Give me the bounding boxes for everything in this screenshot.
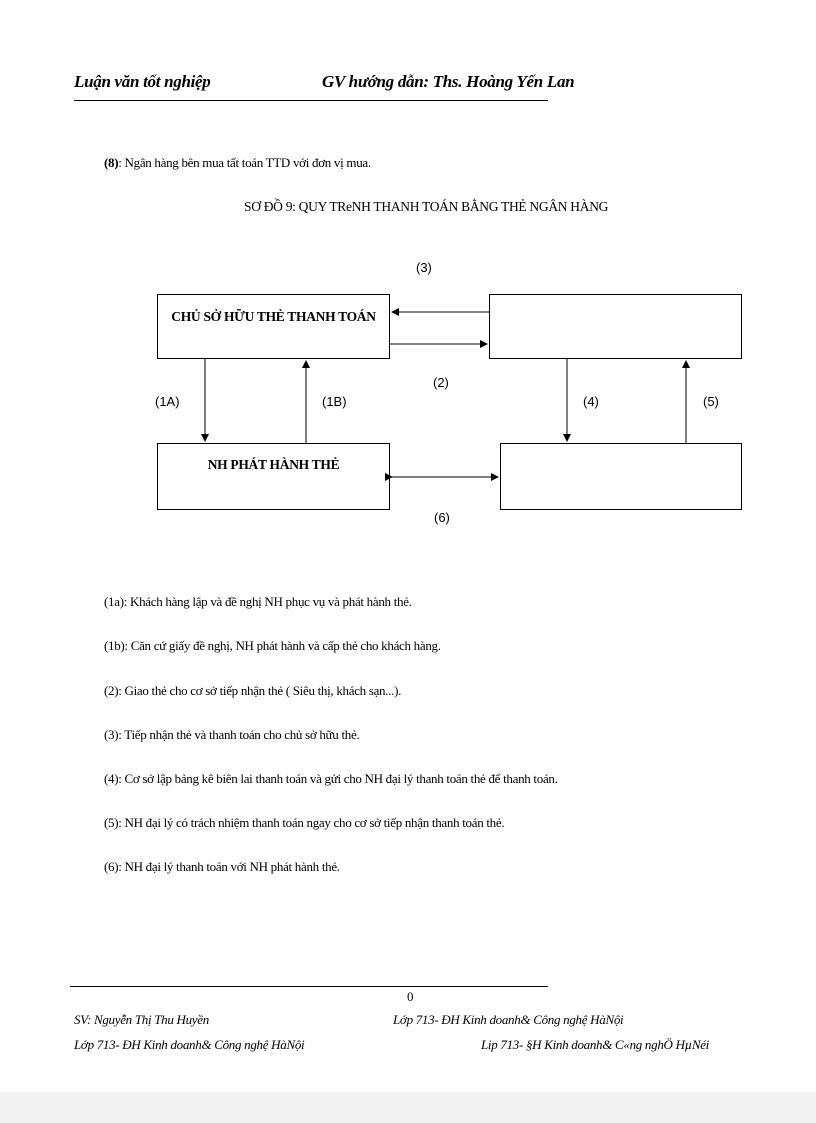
page-bottom-band — [0, 1092, 816, 1123]
note-1a: (1a): Khách hàng lập và đề nghị NH phục vụ và phát hành thẻ. — [104, 594, 412, 609]
intro-prefix: (8) — [104, 155, 119, 170]
intro-text: : Ngân hàng bên mua tất toán TTD với đơn vị mua. — [118, 155, 371, 170]
note-6: (6): NH đại lý thanh toán với NH phát hành thẻ. — [104, 859, 340, 874]
label-1b: (1B) — [322, 394, 347, 409]
note-3: (3): Tiếp nhận thẻ và thanh toán cho chủ sở hữu thẻ. — [104, 727, 360, 742]
footer-class-garbled: Lip 713- §H Kinh doanh& C«ng nghÖ HµNéi — [481, 1037, 709, 1052]
label-1a: (1A) — [155, 394, 180, 409]
footer-class-right: Lớp 713- ĐH Kinh doanh& Công nghệ HàNội — [393, 1012, 624, 1027]
footer-student: SV: Nguyễn Thị Thu Huyền — [74, 1012, 209, 1027]
label-5: (5) — [703, 394, 719, 409]
label-2: (2) — [433, 375, 449, 390]
diagram-title: SƠ ĐỒ 9: QUY TReNH THANH TOÁN BẰNG THẺ NGÂN HÀNG — [244, 199, 609, 214]
note-4: (4): Cơ sở lập bảng kê biên lai thanh toán và gửi cho NH đại lý thanh toán thẻ để thanh toán. — [104, 771, 558, 786]
footer-rule — [70, 986, 548, 987]
label-3: (3) — [416, 260, 432, 275]
footer-class-left: Lớp 713- ĐH Kinh doanh& Công nghệ HàNội — [74, 1037, 305, 1052]
label-6: (6) — [434, 510, 450, 525]
label-4: (4) — [583, 394, 599, 409]
note-2: (2): Giao thẻ cho cơ sở tiếp nhận thẻ ( Siêu thị, khách sạn...). — [104, 683, 402, 698]
note-5: (5): NH đại lý có trách nhiệm thanh toán ngay cho cơ sở tiếp nhận thanh toán thẻ. — [104, 815, 505, 830]
page-number: 0 — [407, 989, 414, 1004]
box-issuer-label: NH PHÁT HÀNH THẺ — [207, 457, 340, 472]
box-cardholder-label: CHỦ SỞ HỮU THẺ THANH TOÁN — [171, 309, 376, 324]
header-right: GV hướng dẫn: Ths. Hoàng Yến Lan — [322, 72, 575, 91]
note-1b: (1b): Căn cứ giấy đề nghị, NH phát hành và cấp thẻ cho khách hàng. — [104, 638, 441, 653]
header-left: Luận văn tốt nghiệp — [74, 72, 211, 91]
